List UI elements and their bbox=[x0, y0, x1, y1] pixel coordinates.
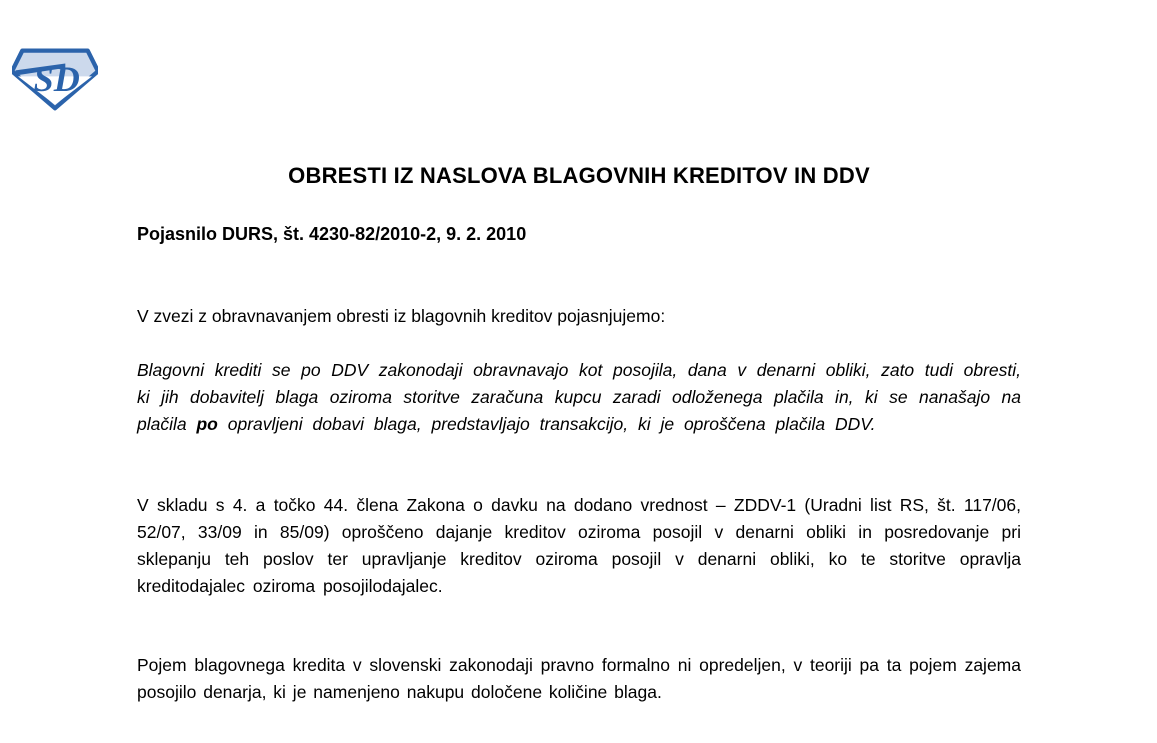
quote-text-part1: Blagovni krediti se po DDV zakonodaji obravnavajo kot posojila, dana v denarni obliki, zato tudi obresti, ki jih dobavitelj blaga oziroma storitve zaračuna kupcu zaradi odloženega plačila in, ki se nanašajo na plačila bbox=[137, 360, 1021, 434]
sd-logo bbox=[12, 47, 98, 111]
logo-letters: SD bbox=[33, 59, 80, 100]
definition-paragraph: Pojem blagovnega kredita v slovenski zakonodaji pravno formalno ni opredeljen, v teoriji pa ta pojem zajema posojilo denarja, ki je namenjeno nakupu določene količine blaga. bbox=[137, 655, 1021, 702]
document-title: OBRESTI IZ NASLOVA BLAGOVNIH KREDITOV IN DDV bbox=[288, 163, 870, 188]
quote-text-part2: opravljeni dobavi blaga, predstavljajo transakcijo, ki je oproščena plačila DDV. bbox=[217, 414, 876, 434]
quote-bold-word: po bbox=[196, 414, 218, 434]
document-subtitle: Pojasnilo DURS, št. 4230-82/2010-2, 9. 2. 2010 bbox=[137, 224, 527, 244]
quote-paragraph bbox=[137, 357, 1021, 438]
law-paragraph: V skladu s 4. a točko 44. člena Zakona o davku na dodano vrednost – ZDDV-1 (Uradni list RS, št. 117/06, 52/07, 33/09 in 85/09) oproščeno dajanje kreditov oziroma posojil v denarni obliki in posredovanje pri sklepanju teh poslov ter upravljanje kreditov oziroma posojil v denarni obliki, ko te storitve opravlja kreditodajalec oziroma posojilodajalec. bbox=[137, 495, 1021, 596]
intro-paragraph: V zvezi z obravnavanjem obresti iz blagovnih kreditov pojasnjujemo: bbox=[137, 306, 666, 326]
sd-diamond-icon bbox=[12, 47, 98, 111]
